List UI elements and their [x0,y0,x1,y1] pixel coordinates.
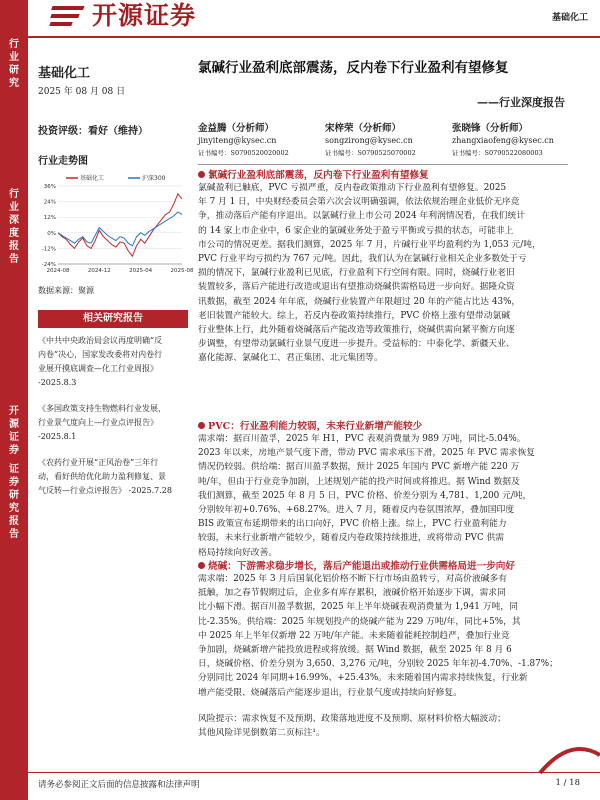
bullet-dot-icon [198,422,205,429]
company-logo [52,0,272,36]
bullet-dot-icon [198,562,205,569]
body-line: PVC 行业平均亏损约为 767 元/吨。因此，我们认为在氯碱行业相关企业多数处于亏 [198,254,527,265]
body-line: 市公司的情况更差。据我们测算，2025 年 7 月，片碱行业平均盈利约为 1,053 元/吨， [198,239,541,250]
industry-name: 基础化工 [38,66,91,81]
body-line: 情况仍较弱。供给端：据百川盈孚数据，预计 2025 年国内 PVC 新增产能 220 万 [198,462,520,473]
body-line: 中 2025 年上半年仅新增 22 万吨/年产能。未来随着能耗控制趋严，叠加行业竞 [198,630,510,641]
body-line: 其他风险详见倒数第二页标注¹。 [198,728,325,739]
logo-mark-icon [52,2,88,32]
body-line: 需求端：2025 年 3 月后国氧化铝价格不断下行市场由盈转亏，对高价液碱多有 [198,574,508,584]
analyst-email[interactable]: songzirong@kysec.cn [325,136,413,145]
footer-divider [28,772,600,773]
y-tick-label: -24% [41,262,56,268]
body-line: 的 14 家上市企业中，6 家企业的氯碱业务处于盈亏平衡或亏损的状态，可能非上 [198,225,514,236]
x-tick-label: 2025-04 [129,268,153,274]
analyst-card: 宋梓荣（分析师） songzirong@kysec.cn 证书编号：S0790525070002 [325,123,416,157]
body-line: 老旧装置产能较大。综上，若反内卷政策持续推行，PVC 价格上涨有望带动氯碱 [198,310,511,321]
body-line: 日，烧碱价格、价差分别为 3,650、3,276 元/吨，分别较 2025 年年初-4.70%、-1.87%； [198,659,558,670]
risk-warning [198,712,568,740]
legend-label: 沪深300 [142,175,166,182]
section-body [198,432,568,560]
body-line: 讯数据，截至 2024 年年底，烧碱行业装置产年限超过 20 年的产能占比达 43%， [198,296,521,307]
sidebar-label-bottom: 开 源 证 券 证 券 研 究 报 告 [9,406,19,540]
body-line: 增产能受限、烧碱落后产能逐步退出，行业景气度或持续向好修复。 [198,687,462,698]
investment-rating: 投资评级：看好（维持） [38,126,148,137]
report-title: 氯碱行业盈利底部震荡，反内卷下行业盈利有望修复 [198,60,509,76]
trend-chart-title: 行业走势图 [38,156,88,167]
analyst-card: 金益腾（分析师） jinyiteng@kysec.cn 证书编号：S0790520020002 [198,123,289,157]
sidebar-label-top: 行 业 研 究 [9,39,19,89]
body-line: 行业整体上行，此外随着烧碱落后产能改造等政策推行，烧碱供需向紧平衡方向逐 [198,325,515,336]
sidebar-label-middle: 行 业 深 度 报 告 [9,189,19,265]
series-line-0 [58,194,182,256]
body-line: 较弱，未来行业新增产能较少，随着反内卷政策持续推进，或将带动 PVC 供需 [198,533,505,544]
body-line: 氯碱盈利已触底，PVC 亏损严重，反内卷政策推动下行业盈利有望修复。2025 [198,183,507,193]
x-tick-label: 2025-08 [170,268,194,274]
body-line: 损的情况下，氯碱行业盈利已见底，行业盈利下行空间有限。同时，烧碱行业老旧 [198,268,515,279]
related-report-item[interactable]: 《农药行业开展“正风治卷”三年行 动，看好供给优化助力盈利修复、景 气反转—行业点评报告》 -2025.7.28 [38,458,172,495]
body-line: 嘉化能源、氯碱化工、君正集团、北元集团等。 [198,353,383,364]
section-heading: 烧碱：下游需求稳步增长，落后产能退出或推动行业供需格局进一步向好 [198,558,578,572]
industry-trend-chart [36,172,194,282]
body-line: 格局持续向好改善。 [198,547,278,558]
body-line: 我们测算，截至 2025 年 8 月 5 日，PVC 价格、价差分别为 4,781、1,200 元/吨， [198,490,532,501]
body-line: 需求端：据百川盈孚，2025 年 H1，PVC 表观消费量为 989 万吨，同比-5.04%。 [198,434,526,444]
related-report-item[interactable]: 《多国政策支持生物燃料行业发展， 行业景气度向上—行业点评报告》 -2025.8.1 [38,404,166,441]
x-tick-label: 2024-12 [87,268,111,274]
legend-label: 基础化工 [80,175,105,182]
body-line: 比小幅下滑。据百川盈孚数据，2025 年上半年烧碱表观消费量为 1,941 万吨，同 [198,602,518,613]
body-line: 比-2.35%。供给端：2025 年规划投产的烧碱产能为 229 万吨/年，同比+5%，其 [198,616,521,627]
y-tick-label: 36% [43,184,56,190]
analyst-divider [198,164,568,165]
analyst-card: 张晓锋（分析师） zhangxiaofeng@kysec.cn 证书编号：S0790522080003 [452,123,554,157]
header-divider [28,36,600,38]
section-body [198,572,568,700]
related-reports-title: 相关研究报告 [38,310,188,328]
data-source: 数据来源：聚源 [38,286,94,295]
section-body [198,181,568,366]
body-line: 吨/年，但由于行业竞争加剧，上述规划产能的投产时间或将推迟。据 Wind 数据及 [198,476,520,487]
sidebar-band [0,0,28,800]
y-tick-label: 24% [43,199,56,206]
related-report-item[interactable]: 《中共中央政治局会议再度明确“反 内卷”决心，国家发改委将对内卷行 业展开摸底调查—化工行业周报》 -2025.8.3 [38,336,163,387]
bullet-dot-icon [198,171,205,178]
y-tick-label: 12% [43,215,56,222]
analyst-email[interactable]: zhangxiaofeng@kysec.cn [452,136,554,145]
footer-disclaimer[interactable]: 请务必参阅正文后面的信息披露和法律声明 [38,780,200,790]
body-line: 争加剧，烧碱新增产能投放进程或将放缓。据 Wind 数据，截至 2025 年 8 月 6 [198,645,512,656]
y-tick-label: 0% [47,230,56,237]
section-heading: PVC：行业盈利能力较弱，未来行业新增产能较少 [198,418,578,432]
report-date: 2025 年 08 月 08 日 [38,87,126,97]
page-number: 1 / 18 [555,778,580,788]
x-tick-label: 2024-08 [46,268,70,274]
body-line: 步调整，有望带动氯碱行业景气度进一步提升。受益标的：中泰化学、新疆天业、 [198,339,515,350]
body-line: 争，推动落后产能有序退出。以氯碱行业上市公司 2024 年利润情况看，在我们统计 [198,211,526,222]
body-line: 抵触，加之春节假期过后，企业多有库存累积，液碱价格开始逐步下调，需求同 [198,588,506,599]
decorative-arc-icon [540,745,600,775]
logo-text: 开源证券 [92,1,197,30]
body-line: 分别较年初+0.76%、+68.27%。进入 7 月，随着反内卷氛围浓厚，叠加国印度 [198,505,515,516]
report-subtitle: ——行业深度报告 [477,96,565,109]
body-line: 分别同比 2024 年同期+16.99%、+25.43%。未来随着国内需求持续恢复，行业新 [198,673,528,684]
header-category: 基础化工 [551,13,588,23]
y-tick-label: -12% [41,246,56,253]
body-line: 风险提示：需求恢复不及预期、政策落地进度不及预期、原材料价格大幅波动； [198,714,506,724]
body-line: 2023 年以来，房地产景气度下滑，带动 PVC 需求承压下滑，2025 年 PVC 需求恢复 [198,448,536,459]
body-line: 年 7 月 1 日，中央财经委员会第六次会议明确强调，依法依规治理企业低价无序竞 [198,197,520,208]
body-line: BIS 政策宣布延期带来的出口向好，PVC 价格上涨。综上，PVC 行业盈利能力 [198,519,507,530]
section-heading: 氯碱行业盈利底部震荡，反内卷下行业盈利有望修复 [198,167,578,181]
body-line: 装置较多，落后产能进行改造或退出有望推动烧碱供需格局进一步向好。据隆众资 [198,282,515,293]
analyst-email[interactable]: jinyiteng@kysec.cn [198,136,277,145]
